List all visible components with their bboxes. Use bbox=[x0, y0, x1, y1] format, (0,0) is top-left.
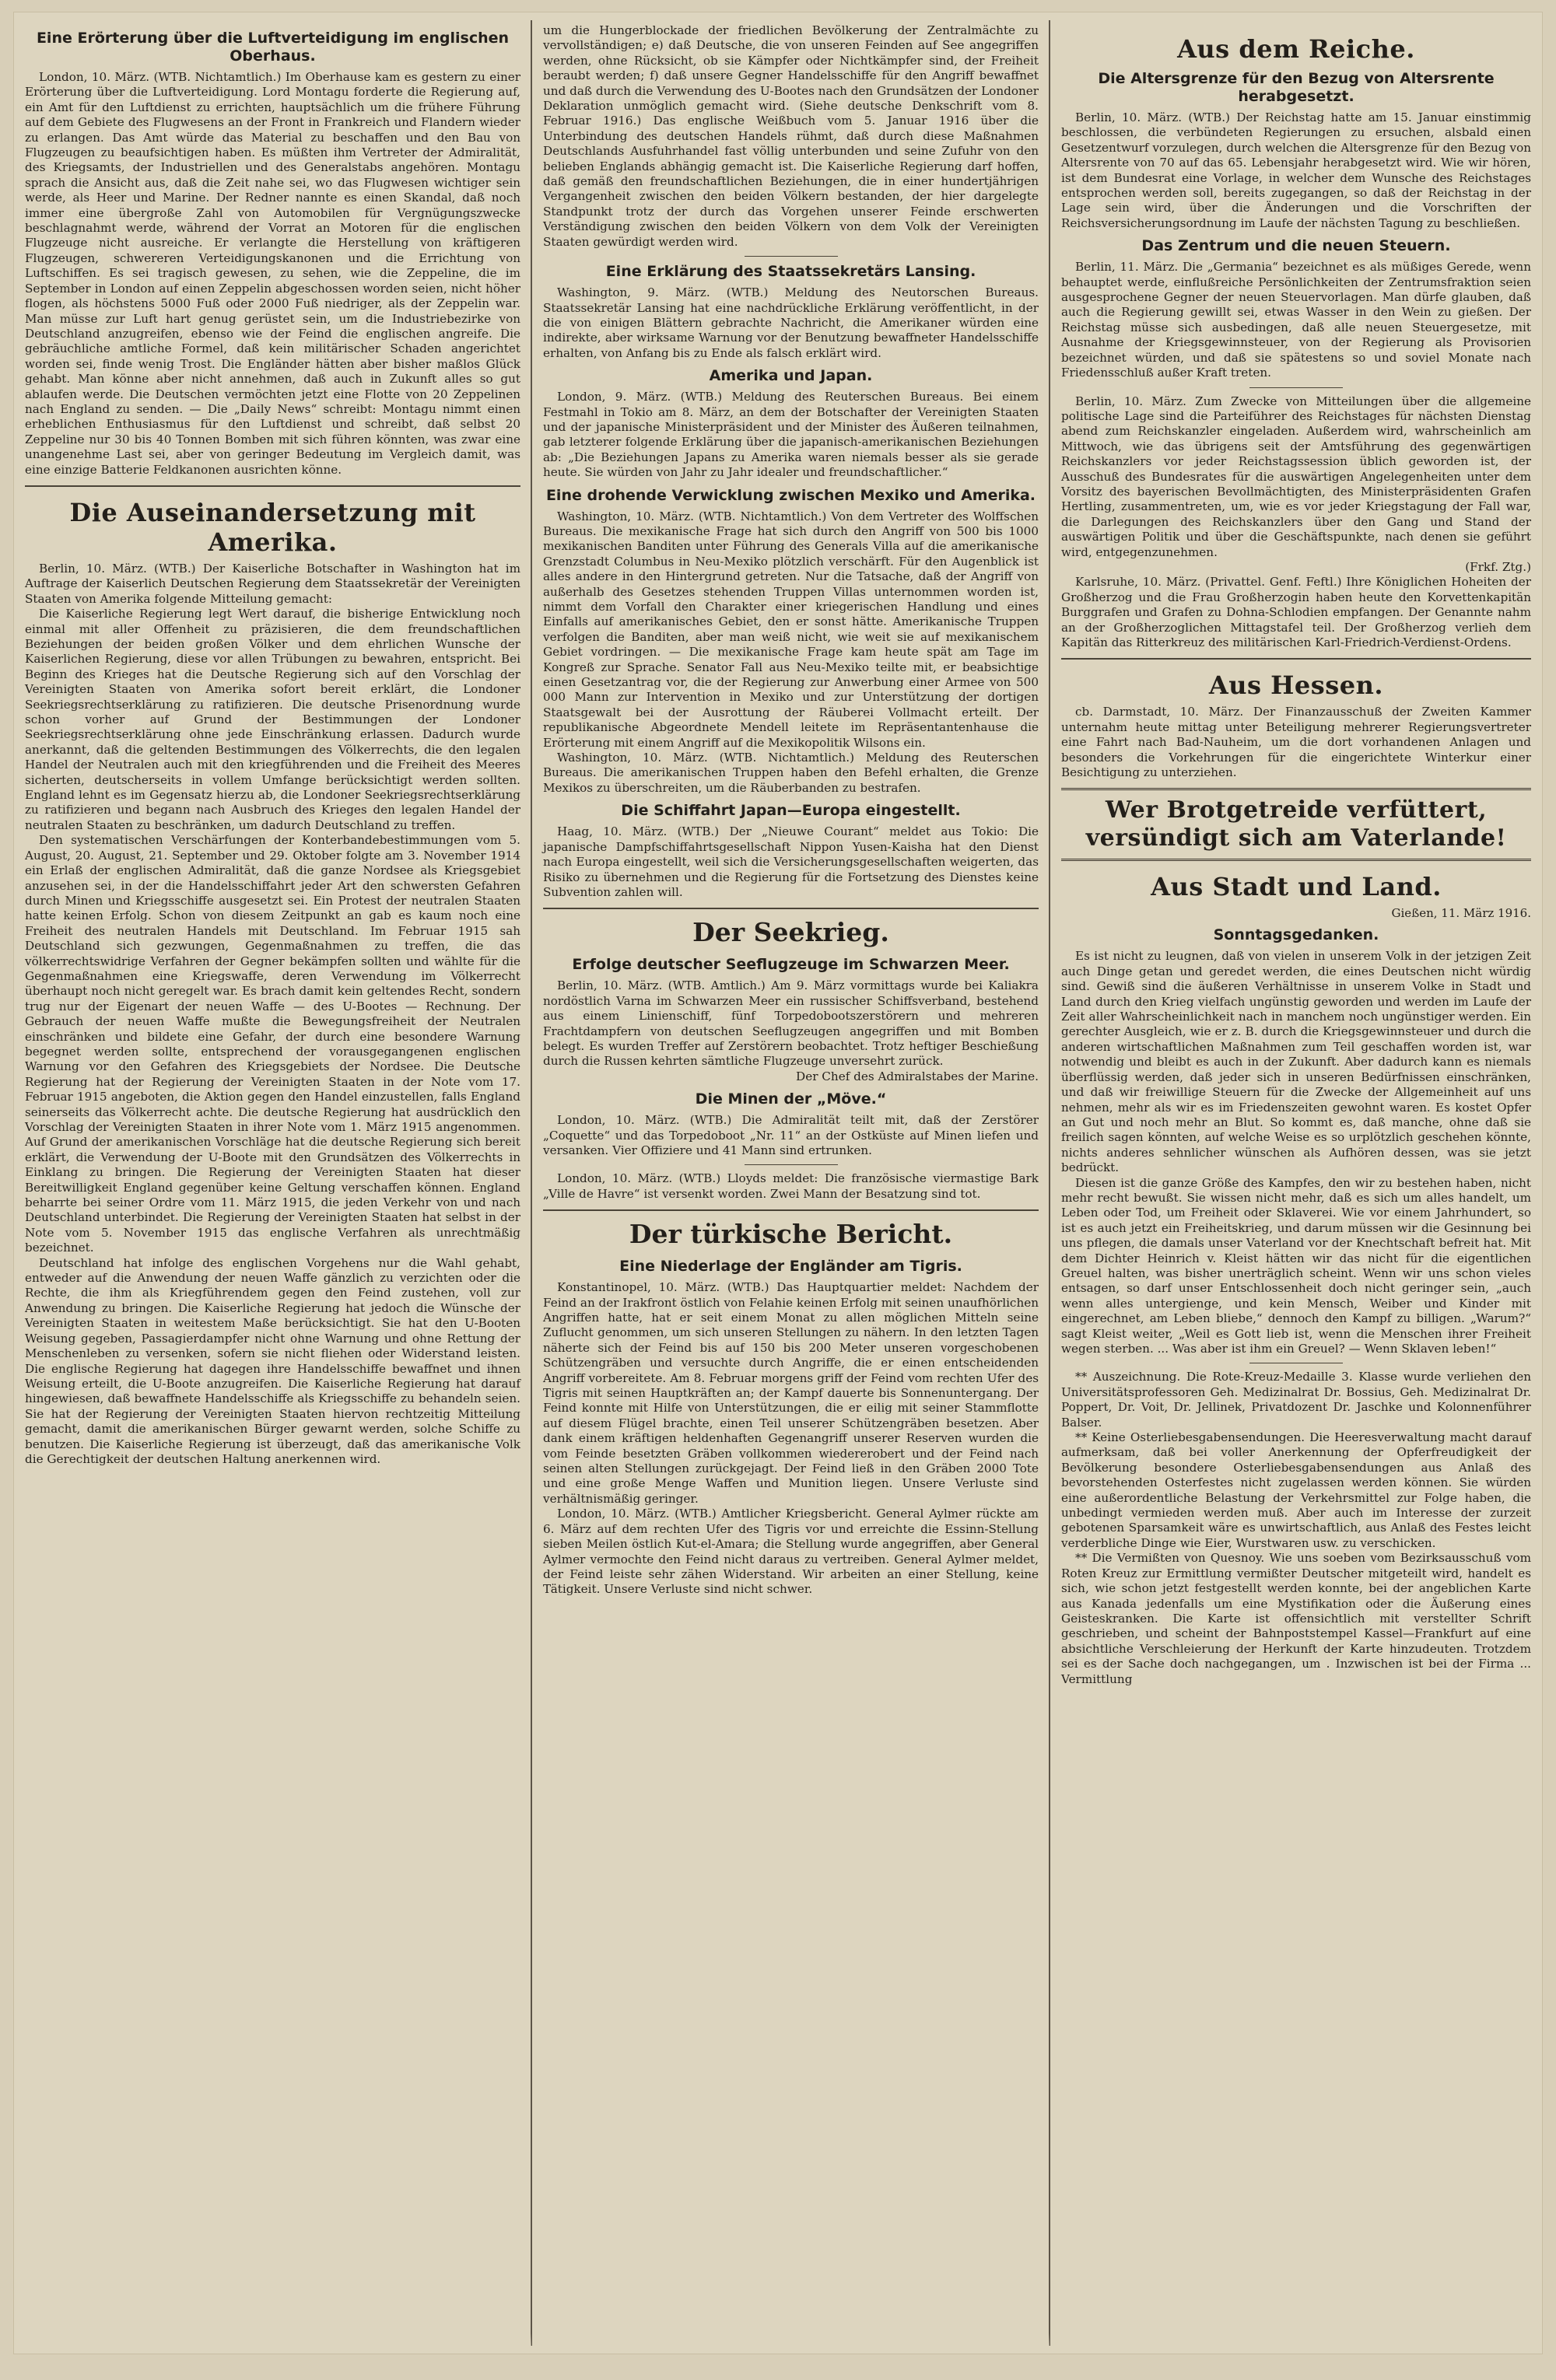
article-zentrum: Berlin, 11. März. Die „Germania“ bezeichnet es als müßiges Gerede, wenn behauptet werde, einflußreiche Persönlichkeiten der Zentrumsfraktion seien ausgesprochene Gegner der neuen Steuervorlagen. Man dürfe glauben, daß auch die Regierung gewillt sei, etwas Wasser in den Wein zu gießen. Der Reichstag müsse sich ausbedingen, daß alle neuen Steuergesetze, mit Ausnahme der Kriegsgewinnsteuer, von der Regierung als Provisorien bezeichnet würden, und daß sie spätestens so und soviel Monate nach Friedensschluß außer Kraft treten. bbox=[1061, 260, 1531, 380]
article-amerika-para: Den systematischen Verschärfungen der Konterbandebestimmungen vom 5. August, 20. August, 21. September und 29. Oktober folgte am 3. November 1914 ein Erlaß der englischen Admiralität, daß die ganze Nordsee als Kriegsgebiet anzusehen sei, in der die Handelsschiffahrt jeder Art den schwersten Gefahren durch Minen und Kriegsschiffe ausgesetzt sei. Ein Protest der neutralen Staaten hatte keinen Erfolg. Schon von diesem Zeitpunkt an gab es kaum noch eine Freiheit des neutralen Handels mit Deutschland. Im Februar 1915 sah Deutschland sich gezwungen, Gegenmaßnahmen zu treffen, die das völkerrechtswidrige Verfahren der Gegner bekämpfen sollten und wählte für die Gegenmaßnahmen eine Kriegswaffe, deren Verwendung im Völkerrecht überhaupt noch nicht geregelt war. Es brach damit kein geltendes Recht, sondern trug nur der Eigenart der neuen Waffe — des U-Bootes — Rechnung. Der Gebrauch der neuen Waffe mußte die Bewegungsfreiheit der Neutralen einschränken und bildete eine Gefahr, der durch eine besondere Warnung begegnet werden sollte, entsprechend der vorausgegangenen englischen Warnung vor den Gefahren des Kriegsgebiets der Nordsee. Die Deutsche Regierung hat der Regierung der Vereinigten Staaten in der Note vom 17. Februar 1915 angeboten, die Aktion gegen den Handel einzustellen, falls England seinerseits das Völkerrecht achte. Die deutsche Regierung hat ausdrücklich den Vorschlag der Vereinigten Staaten in ihrer Note vom 1. März 1915 angenommen. Auf Grund der amerikanischen Vorschläge hat die deutsche Regierung sich bereit erklärt, die Verwendung der U-Boote mit den Grundsätzen des Völkerrechts in Einklang zu bringen. Die Regierung der Vereinigten Staaten hat dieser Bereitwilligkeit England gegenüber keine Geltung verschaffen können. England beharrte bei seiner Ordre vom 11. März 1915, die jeden Verkehr von und nach Deutschland unterbindet. Die Regierung der Vereinigten Staaten hat selbst in der Note vom 5. November 1915 das englische Verfahren als unrechtmäßig bezeichnet. bbox=[25, 833, 520, 1255]
headline-tuerkischer-bericht: Der türkische Bericht. bbox=[629, 1219, 953, 1250]
headline-seekrieg: Der Seekrieg. bbox=[692, 917, 889, 948]
newspaper-page bbox=[14, 12, 1542, 2354]
headline-japan-europa: Die Schiffahrt Japan—Europa eingestellt. bbox=[621, 802, 961, 820]
headline-zentrum: Das Zentrum und die neuen Steuern. bbox=[1141, 237, 1451, 255]
article-tigris: Konstantinopel, 10. März. (WTB.) Das Hauptquartier meldet: Nachdem der Feind an der Irakfront östlich von Felahie keinen Erfolg mit seinen unaufhörlichen Angriffen hatte, hat er seit einem Monat zu allen möglichen Mitteln seine Zuflucht genommen, um sich unseren Stellungen zu nähern. In den letzten Tagen näherte sich der Feind bis auf 150 bis 200 Meter unseren vorgeschobenen Schützengräben und versuchte durch Angriffe, die er einen entscheidenden Angriff vorbereitete. Am 8. Februar morgens griff der Feind vom rechten Ufer des Tigris mit seinen Hauptkräften an; der Kampf dauerte bis Sonnenuntergang. Der Feind konnte mit Hilfe von Unterstützungen, die er eilig mit seiner Stammflotte auf diesem Flügel brachte, einen Teil unserer Schützengräben besetzen. Aber dank einem kräftigen heldenhaften Gegenangriff unserer Reserven wurden die vom Feinde besetzten Gräben vollkommen wiedererobert und der Feind nach seinen alten Stellungen zurückgejagt. Der Feind ließ in den Gräben 2000 Tote und eine große Menge Waffen und Munition liegen. Unsere Verluste sind verhältnismäßig geringer. bbox=[543, 1280, 1039, 1506]
article-auszeichnung: ** Auszeichnung. Die Rote-Kreuz-Medaille 3. Klasse wurde verliehen den Universitätsprofessoren Geh. Medizinalrat Dr. Bossius, Geh. Medizinalrat Dr. Poppert, Dr. Voit, Dr. Jellinek, Privatdozent Dr. Jaschke und Kolonnenführer Balser. bbox=[1061, 1370, 1531, 1430]
dateline-giessen: Gießen, 11. März 1916. bbox=[1391, 906, 1531, 921]
divider bbox=[25, 485, 520, 487]
divider bbox=[543, 908, 1039, 909]
article-hessen: cb. Darmstadt, 10. März. Der Finanzausschuß der Zweiten Kammer unternahm heute mittag unter Beteiligung mehrerer Regierungsvertreter eine Fahrt nach Bad-Nauheim, um die dort vorhandenen Anlagen und besonders die Vorkehrungen für die eingerichtete Winterkur einer Besichtigung zu unterziehen. bbox=[1061, 705, 1531, 780]
article-altersgrenze: Berlin, 10. März. (WTB.) Der Reichstag hatte am 15. Januar einstimmig beschlossen, die verbündeten Regierungen zu ersuchen, alsbald einen Gesetzentwurf vorzulegen, durch welchen die Altersgrenze für den Bezug von Altersrente von 70 auf das 65. Lebensjahr herabgesetzt wird. Wie wir hören, ist dem Bundesrat eine Vorlage, in welcher dem Wunsche des Reichstages entsprochen werden soll, bereits zugegangen, so daß der Reichstag in der Lage sein wird, über die Änderungen und die Vorschriften der Reichsversicherungsordnung im Laufe der nächsten Tagung zu beschließen. bbox=[1061, 110, 1531, 230]
headline-amerika: Die Auseinandersetzung mit Amerika. bbox=[69, 497, 476, 557]
column-3 bbox=[1050, 12, 1542, 2354]
headline-luftverteidigung: Eine Erörterung über die Luftverteidigung im englischen Oberhaus. bbox=[36, 30, 510, 65]
article-mexiko-2: Washington, 10. März. (WTB. Nichtamtlich.) Meldung des Reuterschen Bureaus. Die amerikanischen Truppen haben den Befehl erhalten, die Grenze Mexikos zu überschreiten, um die Räuberbanden zu bestrafen. bbox=[543, 751, 1039, 795]
article-quesnoy: ** Die Vermißten von Quesnoy. Wie uns soeben vom Bezirksausschuß vom Roten Kreuz zur Ermittlung vermißter Deutscher mitgeteilt wird, handelt es sich, wie schon jetzt festgestellt werden konnte, bei der angeblichen Karte aus Kanada jedenfalls um eine Mystifikation oder die Äußerung eines Geisteskranken. Die Karte ist offensichtlich mit verstellter Schrift geschrieben, und scheint der Bahnpoststempel Kassel—Frankfurt auf eine absichtliche Verschleierung der Herkunft der Karte hinzudeuten. Trotzdem sei es der Sache doch nachgegangen, um . Inzwischen ist bei der Firma ... Vermittlung bbox=[1061, 1551, 1531, 1686]
article-parteifuehrer: Berlin, 10. März. Zum Zwecke von Mitteilungen über die allgemeine politische Lage sind die Parteiführer des Reichstages für nächsten Dienstag abend zum Reichskanzler eingeladen. Außerdem wird, wahrscheinlich am Mittwoch, wie das übrigens seit der Amtsführung des gegenwärtigen Reichskanzlers vor jeder Reichstagssession üblich geworden ist, der Ausschuß des Bundesrates für die auswärtigen Angelegenheiten unter dem Vorsitz des bayerischen Bevollmächtigten, des Ministerpräsidenten Grafen Hertling, zusammentreten, um, wie es vor jeder Kriegstagung der Fall war, die Darlegungen des Reichskanzlers über den Gang und Stand der auswärtigen Politik und über die Geschäftspunkte, nach denen sie geführt wird, entgegenzunehmen. bbox=[1061, 394, 1531, 559]
fade bbox=[14, 2333, 531, 2354]
headline-moewe: Die Minen der „Möve.“ bbox=[695, 1090, 887, 1108]
headline-aus-hessen: Aus Hessen. bbox=[1208, 670, 1384, 701]
headline-aus-stadt-und-land: Aus Stadt und Land. bbox=[1151, 872, 1442, 902]
article-amerika-para: Deutschland hat infolge des englischen Vorgehens nur die Wahl gehabt, entweder auf die Anwendung der neuen Waffe gänzlich zu verzichten oder die Rechte, die ihm als Kriegführendem gegen den Feind zustehen, voll zur Anwendung zu bringen. Die Kaiserliche Regierung hat jedoch die Wünsche der Vereinigten Staaten in weitestem Maße berücksichtigt. Sie hat den U-Booten Weisung gegeben, Passagierdampfer nicht ohne Warnung und ohne Rettung der Menschenleben zu versenken, sofern sie nicht fliehen oder Widerstand leisten. Die englische Regierung hat dagegen ihre Handelsschiffe bewaffnet und ihnen Weisung erteilt, die U-Boote anzugreifen. Die Kaiserliche Regierung hat darauf hingewiesen, daß bewaffnete Handelsschiffe als Kriegsschiffe zu behandeln seien. Sie hat der Regierung der Vereinigten Staaten hiervon rechtzeitig Mitteilung gemacht, damit die amerikanischen Bürger gewarnt werden, solche Schiffe zu benutzen. Die Kaiserliche Regierung ist überzeugt, daß das amerikanische Volk die Gerechtigkeit der deutschen Haltung anerkennen wird. bbox=[25, 1255, 520, 1466]
headline-japan: Amerika und Japan. bbox=[709, 367, 873, 385]
article-aylmer: London, 10. März. (WTB.) Amtlicher Kriegsbericht. General Aylmer rückte am 6. März auf dem rechten Ufer des Tigris vor und erreichte die Essinn-Stellung sieben Meilen östlich Kut-el-Amara; die Stellung wurde angegriffen, aber General Aylmer vermochte den Feind nicht daraus zu vertreiben. General Aylmer meldet, der Feind leiste sehr zähen Widerstand. Wir arbeiten an einer Stellung, keine Tätigkeit. Unsere Verluste sind nicht schwer. bbox=[543, 1507, 1039, 1597]
divider bbox=[745, 256, 838, 257]
signature-admiralstab: Der Chef des Admiralstabes der Marine. bbox=[796, 1069, 1039, 1083]
headline-schwarzes-meer: Erfolge deutscher Seeflugzeuge im Schwarzen Meer. bbox=[572, 956, 1010, 974]
article-luftverteidigung: London, 10. März. (WTB. Nichtamtlich.) Im Oberhause kam es gestern zu einer Erörterung über die Luftverteidigung. Lord Montagu forderte die Regierung auf, ein Amt für den Luftdienst zu errichten, hauptsächlich um die frühere Führung auf dem Gebiete des Flugwesens an der Front in Frankreich und Flandern wieder zu erlangen. Das Amt würde das Material zu beschaffen und den Bau von Flugzeugen zu beaufsichtigen haben. Es müßten ihm Vertreter der Admiralität, des Kriegsamts, der Industriellen und des Generalstabs angehören. Montagu sprach die Ansicht aus, daß die Zeit nahe sei, wo das Flugwesen wichtiger sein werde, als Heer und Marine. Der Redner nannte es einen Skandal, daß noch immer eine übergroße Zahl von Automobilen für Vergnügungszwecke beschlagnahmt werde, während der Vorrat an Motoren für die englischen Flugzeuge nicht ausreiche. Er verlangte die Herstellung von kräftigeren Flugzeugen, schwereren Verteidigungskanonen und die Errichtung von Luftschiffen. Es sei tragisch gewesen, zu sehen, wie die Zeppeline, die im September in London auf einen Zeppelin abgeschossen worden seien, nicht höher flogen, als höchstens 5000 Fuß oder 2000 Fuß niedriger, als der Zeppelin war. Man müsse zur Luft hart genug gerüstet sein, um die Industriebezirke von Deutschland anzugreifen, ebenso wie der Feind die englischen angreife. Die gebräuchliche amtliche Formel, daß kein militärischer Schaden angerichtet worden sei, finde wenig Trost. Die Engländer hätten aber bisher maßlos Glück gehabt. Man könne aber nicht annehmen, daß auch in Zukunft alles so gut ablaufen werde. Die Deutschen vermöchten jetzt eine Flotte von 20 Zeppelinen nach England zu senden. — Die „Daily News“ schreibt: Montagu nimmt einen erheblichen Enthusiasmus für den Luftdienst und schreibt, daß selbst 20 Zeppeline nur 30 bis 40 Tonnen Bomben mit sich führen könnten, was zwar eine unangenehme Last sei, aber von geringer Bedeutung im Vergleich damit, was eine einzige Batterie Feldkanonen ausrichten könne. bbox=[25, 70, 520, 477]
divider bbox=[1249, 387, 1343, 388]
headline-tigris: Eine Niederlage der Engländer am Tigris. bbox=[619, 1258, 962, 1276]
divider bbox=[1061, 658, 1531, 660]
divider bbox=[745, 1164, 838, 1165]
article-schwarzes-meer: Berlin, 10. März. (WTB. Amtlich.) Am 9. März vormittags wurde bei Kaliakra nordöstlich Varna im Schwarzen Meer ein russischer Schiffsverband, bestehend aus einem Linienschiff, fünf Torpedobootszerstörern und mehreren Frachtdampfern von deutschen Seeflugzeugen angegriffen und mit Bomben belegt. Es wurden Treffer auf Zerstörern beobachtet. Trotz heftiger Beschießung durch die Russen kehrten sämtliche Flugzeuge unversehrt zurück. bbox=[543, 978, 1039, 1069]
notice-brotgetreide: Wer Brotgetreide verfüttert, versündigt sich am Vaterlande! bbox=[1085, 796, 1507, 852]
article-amerika-intro: Berlin, 10. März. (WTB.) Der Kaiserliche Botschafter in Washington hat im Auftrage der Kaiserlich Deutschen Regierung dem Staatssekretär der Vereinigten Staaten von Amerika folgende Mitteilung gemacht: bbox=[25, 561, 520, 606]
column-2 bbox=[532, 12, 1050, 2354]
article-amerika-para: Die Kaiserliche Regierung legt Wert darauf, die bisherige Entwicklung noch einmal mit aller Offenheit zu präzisieren, die dem freundschaftlichen Beziehungen der beiden großen Völker und dem ehrlichen Wunsche der Kaiserlichen Regierung, diese vor allen Trübungen zu bewahren, entspricht. Bei Beginn des Krieges hat die Deutsche Regierung sich auf den Vorschlag der Vereinigten Staaten von Amerika sofort bereit erklärt, die Londoner Seekriegsrechtserklärung zu ratifizieren. Die deutsche Prisenordnung wurde schon vorher auf Grund der Bestimmungen der Londoner Seekriegsrechtserklärung ohne jede Einschränkung erlassen. Dadurch wurde anerkannt, daß die geltenden Bestimmungen des Völkerrechts, die den legalen Handel der Neutralen auch mit den kriegführenden und die Freiheit des Meeres sicherten, deutscherseits in vollem Umfange berücksichtigt werden sollten. England lehnt es im Gegensatz hierzu ab, die Londoner Seekriegsrechtserklärung zu ratifizieren und begann nach Ausbruch des Krieges den legalen Handel der neutralen Staaten zu beschränken, um dadurch Deutschland zu treffen. bbox=[25, 607, 520, 832]
headline-aus-dem-reiche: Aus dem Reiche. bbox=[1177, 34, 1415, 64]
article-moewe: London, 10. März. (WTB.) Die Admiralität teilt mit, daß der Zerstörer „Coquette“ und das Torpedoboot „Nr. 11“ an der Ostküste auf Minen liefen und versanken. Vier Offiziere und 41 Mann sind ertrunken. bbox=[543, 1113, 1039, 1157]
headline-sonntagsgedanken: Sonntagsgedanken. bbox=[1213, 926, 1379, 944]
article-lansing: Washington, 9. März. (WTB.) Meldung des Neutorschen Bureaus. Staatssekretär Lansing hat eine nachdrückliche Erklärung veröffentlicht, in der die von einigen Blättern gebrachte Nachricht, die Amerikaner würden eine indirekte, aber wirksame Warnung vor der Benutzung bewaffneter Handelsschiffe erhalten, von Anfang bis zu Ende als falsch erklärt wird. bbox=[543, 285, 1039, 360]
notice-box bbox=[1061, 788, 1531, 861]
article-ville-de-havre: London, 10. März. (WTB.) Lloyds meldet: Die französische viermastige Bark „Ville de Havre“ ist versenkt worden. Zwei Mann der Besatzung sind tot. bbox=[543, 1171, 1039, 1201]
article-karlsruhe: Karlsruhe, 10. März. (Privattel. Genf. Feftl.) Ihre Königlichen Hoheiten der Großherzog und die Frau Großherzogin haben heute den Korvettenkapitän Burggrafen und Grafen zu Dohna-Schlodien empfangen. Der Genannte nahm an der Großherzoglichen Mittagstafel teil. Der Großherzog verlieh dem Kapitän das Ritterkreuz des militärischen Karl-Friedrich-Verdienst-Ordens. bbox=[1061, 575, 1531, 649]
article-japan: London, 9. März. (WTB.) Meldung des Reuterschen Bureaus. Bei einem Festmahl in Tokio am 8. März, an dem der Botschafter der Vereinigten Staaten und der japanische Ministerpräsident und der Minister des Äußeren teilnahmen, gab letzterer folgende Erklärung über die japanisch-amerikanischen Beziehungen ab: „Die Beziehungen Japans zu Amerika waren niemals besser als sie gerade heute. Sie würden von Jahr zu Jahr idealer und freundschaftlicher.“ bbox=[543, 390, 1039, 480]
divider bbox=[543, 1209, 1039, 1211]
article-osterliebesgaben: ** Keine Osterliebesgabensendungen. Die Heeresverwaltung macht darauf aufmerksam, daß bei voller Anerkennung der Opferfreudigkeit der Bevölkerung besondere Osterliebesgabensendungen aus Anlaß des bevorstehenden Osterfestes nicht zugelassen werden können. Sie würden eine außerordentliche Belastung der Verkehrsmittel zur Folge haben, die unbedingt vermieden werden muß. Aber auch im Interesse der zurzeit gebotenen Sparsamkeit wäre es unwirtschaftlich, aus Anlaß des Festes leicht verderbliche Dinge wie Eier, Wurstwaren usw. zu verschicken. bbox=[1061, 1430, 1531, 1550]
article-sonntagsgedanken-2: Diesen ist die ganze Größe des Kampfes, den wir zu bestehen haben, nicht mehr recht bewußt. Sie wissen nicht mehr, daß es sich um alles handelt, um Leben oder Tod, um Freiheit oder Sklaverei. Wie vor einem Jahrhundert, so ist es auch jetzt ein Freiheitskrieg, und darum müssen wir die Gesinnung bei uns pflegen, die damals unser Vaterland vor der Knechtschaft befreit hat. Mit dem Dichter Heinrich v. Kleist hätten wir das nicht für die eigentlichen Greuel halten, was bisher unerträglich scheint. Wenn wir uns schon vieles entsagen, so darf unser Entschlossenheit doch nicht geringer sein, „auch wenn alles untergienge, und kein Mensch, Weiber und Kinder mit eingerechnet, am Leben bliebe,“ dennoch den Kampf zu billigen. „Warum?“ sagt Kleist weiter, „Weil es Gott lieb ist, wenn die Menschen ihrer Freiheit wegen sterben. ... Was aber ist ihm ein Greuel? — Wenn Sklaven leben!“ bbox=[1061, 1175, 1531, 1356]
article-sonntagsgedanken-1: Es ist nicht zu leugnen, daß von vielen in unserem Volk in der jetzigen Zeit auch Dinge getan und geredet werden, die eines Deutschen nicht würdig sind. Gewiß sind die äußeren Verhältnisse in unserem Volke in Stadt und Land durch den Krieg vielfach ungünstig geworden und werden im Laufe der Zeit aller Wahrscheinlichkeit nach in manchem noch ungünstiger werden. Ein gerechter Ausgleich, wie er z. B. durch die Kriegsgewinnsteuer und durch die anderen wirtschaftlichen Maßnahmen zum Teil geschaffen worden ist, war notwendig und bleibt es auch in der Zukunft. Aber dadurch kann es niemals überflüssig werden, daß jeder sich in unseren Bedürfnissen einschränken, und daß wir freiwillige Steuern für die Zwecke der Allgemeinheit auf uns nehmen, mehr als wir es im Friedenszeiten gewohnt waren. Es kostet Opfer an Gut und noch mehr an Blut. So kommt es, daß manche, ohne daß sie freilich sagen könnten, auf welche Weise es so urplötzlich geschehen könnte, nichts anderes sehnlicher wünschen als Aufhören dessen, was sie jetzt bedrückt. bbox=[1061, 949, 1531, 1175]
fade bbox=[1050, 2333, 1542, 2354]
fade bbox=[532, 2333, 1050, 2354]
headline-lansing: Eine Erklärung des Staatssekretärs Lansing. bbox=[605, 263, 976, 281]
source-ffzeitung: (Frkf. Ztg.) bbox=[1465, 559, 1531, 574]
article-amerika-continued: um die Hungerblockade der friedlichen Bevölkerung der Zentralmächte zu vervollständigen; e) daß Deutsche, die von unseren Feinden auf See angegriffen werden, ohne Rücksicht, ob sie Kämpfer oder Nichtkämpfer sind, der Freiheit beraubt werden; f) daß unsere Gegner Handelsschiffe für den Angriff bewaffnet und daß durch die Verwendung des U-Bootes nach den Grundsätzen der Londoner Deklaration unmöglich gemacht wird. (Siehe deutsche Denkschrift vom 8. Februar 1916.) Das englische Weißbuch vom 5. Januar 1916 über die Unterbindung des deutschen Handels rühmt, daß durch diese Maßnahmen Deutschlands Ausfuhrhandel fast völlig unterbunden und seine Zufuhr von den belieben Englands abhängig gemacht ist. Die Kaiserliche Regierung darf hoffen, daß gemäß den freundschaftlichen Beziehungen, die in einer hundertjährigen Vergangenheit zwischen den beiden Völkern bestanden, der hier dargelegte Standpunkt trotz der durch das Vorgehen unserer Feinde erschwerten Verständigung zwischen den beiden Völkern von dem Volk der Vereinigten Staaten gewürdigt werden wird. bbox=[543, 23, 1039, 249]
headline-mexiko: Eine drohende Verwicklung zwischen Mexiko und Amerika. bbox=[545, 486, 1036, 504]
headline-altersgrenze: Die Altersgrenze für den Bezug von Altersrente herabgesetzt. bbox=[1098, 70, 1495, 105]
column-1 bbox=[14, 12, 531, 2354]
article-japan-europa: Haag, 10. März. (WTB.) Der „Nieuwe Courant“ meldet aus Tokio: Die japanische Dampfschiffahrtsgesellschaft Nippon Yusen-Kaisha hat den Dienst nach Europa eingestellt, weil sich die Versicherungsgesellschaften weigerten, das Risiko zu übernehmen und die Regierung für die Fortsetzung des Dienstes keine Subvention zahlen will. bbox=[543, 824, 1039, 899]
article-mexiko: Washington, 10. März. (WTB. Nichtamtlich.) Von dem Vertreter des Wolffschen Bureaus. Die mexikanische Frage hat sich durch den Angriff von 500 bis 1000 mexikanischen Banditen unter Führung des Generals Villa auf die amerikanische Grenzstadt Columbus in Neu-Mexiko plötzlich verschärft. Für den Augenblick ist alles andere in den Hintergrund getreten. Nur die Tatsache, daß der Angriff von außerhalb des Gesetzes stehenden Truppen Villas unternommen worden ist, nimmt dem Vorfall den Charakter einer kriegerischen Handlung und eines Einfalls auf amerikanisches Gebiet, den er sonst hätte. Amerikanische Truppen verfolgen die Banditen, aber man weiß nicht, wie weit sie auf mexikanischem Gebiet vordringen. — Die mexikanische Frage kam heute spät am Tage im Kongreß zur Sprache. Senator Fall aus Neu-Mexiko teilte mit, er beabsichtige einen Gesetzantrag vor, die der Regierung zur Anwerbung einer Armee von 500 000 Mann zur Intervention in Mexiko und zur Unterstützung der dortigen Staatsgewalt bei der Ausrottung der Räuberei Vollmacht erteilt. Der republikanische Abgeordnete Mendell leitete im Repräsentantenhause die Erörterung mit einem Angriff auf die Mexikopolitik Wilsons ein. bbox=[543, 509, 1039, 750]
